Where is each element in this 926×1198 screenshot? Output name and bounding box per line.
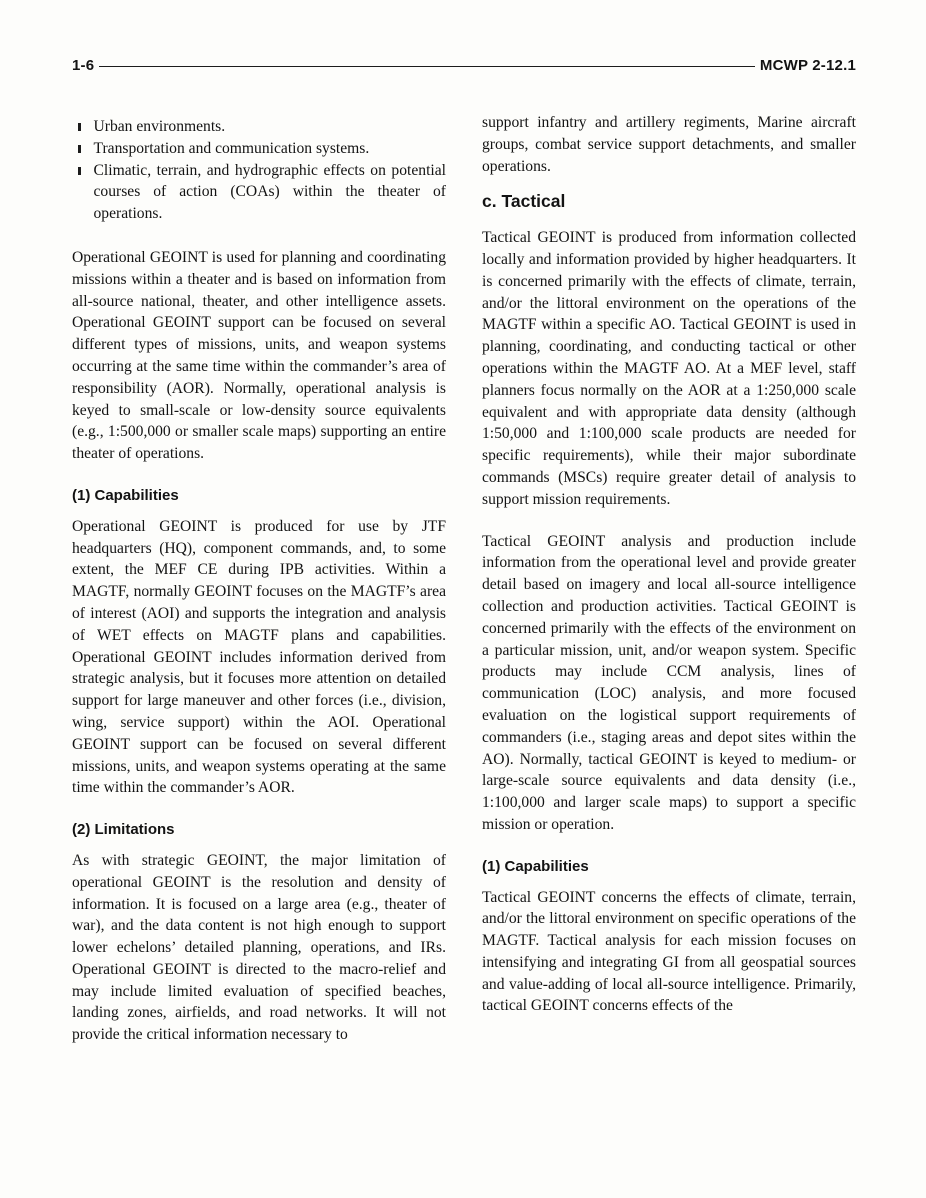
paragraph-continuation: support infantry and artillery regiments, Marine aircraft groups, combat service support detachments, and smaller operations. [482, 114, 856, 175]
heading-tactical: c. Tactical [482, 191, 566, 212]
bullet-icon [78, 145, 81, 153]
paragraph-capabilities-right: Tactical GEOINT concerns the effects of climate, terrain, and/or the littoral environment on specific operations of the MAGTF. Tactical analysis for each mission focuses on intensifying and integrating GI from all geospatial sources and value-adding of local all-source intelligence. Primarily, tactical GEOINT concerns effects of the [482, 888, 856, 1015]
list-item [72, 138, 446, 160]
bullet-list [72, 116, 446, 225]
right-column [482, 112, 856, 1066]
bullet-icon [78, 167, 81, 175]
left-column [72, 112, 446, 1066]
bullet-text: Transportation and communication systems. [93, 139, 370, 157]
paragraph-tactical-1: Tactical GEOINT is produced from information collected locally and information provided by higher headquarters. It is concerned primarily with the effects of climate, terrain, and/or the littoral environment on the operations of the MAGTF within a specific AO. Tactical GEOINT is used in planning, coordinating, and conducting tactical or other operations within the MAGTF AO. At a MEF level, staff planners focus normally on the AOR at a 1:250,000 scale equivalent and with appropriate data density (although 1:50,000 and 1:100,000 scale products are needed for specific requirements), while their major subordinate commands (MSCs) require greater detail of analysis to support mission requirements. [482, 229, 856, 508]
paragraph-tactical-2: Tactical GEOINT analysis and production include information from the operational level and provide greater detail based on imagery and local all-source intelligence collection and production activities. Tactical GEOINT is concerned primarily with the effects of the environment on a particular mission, unit, and/or weapon system. Specific products may include CCM analysis, lines of communication (LOC) analysis, and more focused evaluation on the logistical support requirements of commanders (i.e., staging areas and depot sites within the AO). Normally, tactical GEOINT is keyed to medium- or large-scale source equivalents and data density (i.e., 1:100,000 and larger scale maps) to support a specific mission or operation. [482, 532, 856, 833]
heading-capabilities-right: (1) Capabilities [482, 857, 589, 875]
body-columns [72, 112, 856, 1066]
bullet-text: Urban environments. [93, 118, 226, 135]
header-rule [99, 66, 755, 67]
list-item [72, 160, 446, 225]
running-header [72, 57, 856, 74]
page-number: 1-6 [72, 57, 95, 74]
bullet-text: Climatic, terrain, and hydrographic effects on potential courses of action (COAs) within the theater of operations. [93, 161, 446, 223]
list-item [72, 116, 446, 138]
paragraph-operational-geoint: Operational GEOINT is used for planning and coordinating missions within a theater and is based on information from all-source national, theater, and other intelligence assets. Operational GEOINT support can be focused on several different types of missions, units, and weapon systems occurring at the same time within the commander’s area of responsibility (AOR). Normally, operational analysis is keyed to small-scale or low-density source equivalents (e.g., 1:500,000 or smaller scale maps) supporting an entire theater of operations. [72, 248, 446, 463]
paragraph-capabilities-left: Operational GEOINT is produced for use by JTF headquarters (HQ), component commands, and, to some extent, the MEF CE during IPB activities. Within a MAGTF, normally GEOINT focuses on the MAGTF’s area of interest (AOI) and supports the integration and analysis of WET effects on MAGTF plans and capabilities. Operational GEOINT includes information derived from strategic analysis, but it focuses more attention on detailed support for large maneuver and other forces (i.e., division, wing, service support) within the AOI. Operational GEOINT support can be focused on several different missions, units, and weapon systems operating at the same time within the commander’s AOR. [72, 517, 446, 797]
heading-limitations: (2) Limitations [72, 821, 175, 839]
bullet-icon [78, 123, 81, 131]
heading-capabilities-left: (1) Capabilities [72, 486, 179, 504]
doc-code: MCWP 2-12.1 [759, 57, 856, 74]
paragraph-limitations: As with strategic GEOINT, the major limitation of operational GEOINT is the resolution and density of information. It is focused on a large area (e.g., theater of war), and the data content is not high enough to support lower echelons’ detailed planning, operations, and IRs. Operational GEOINT is directed to the macro-relief and may include limited evaluation of specified beaches, landing zones, airfields, and road networks. It will not provide the critical information necessary to [72, 851, 446, 1044]
